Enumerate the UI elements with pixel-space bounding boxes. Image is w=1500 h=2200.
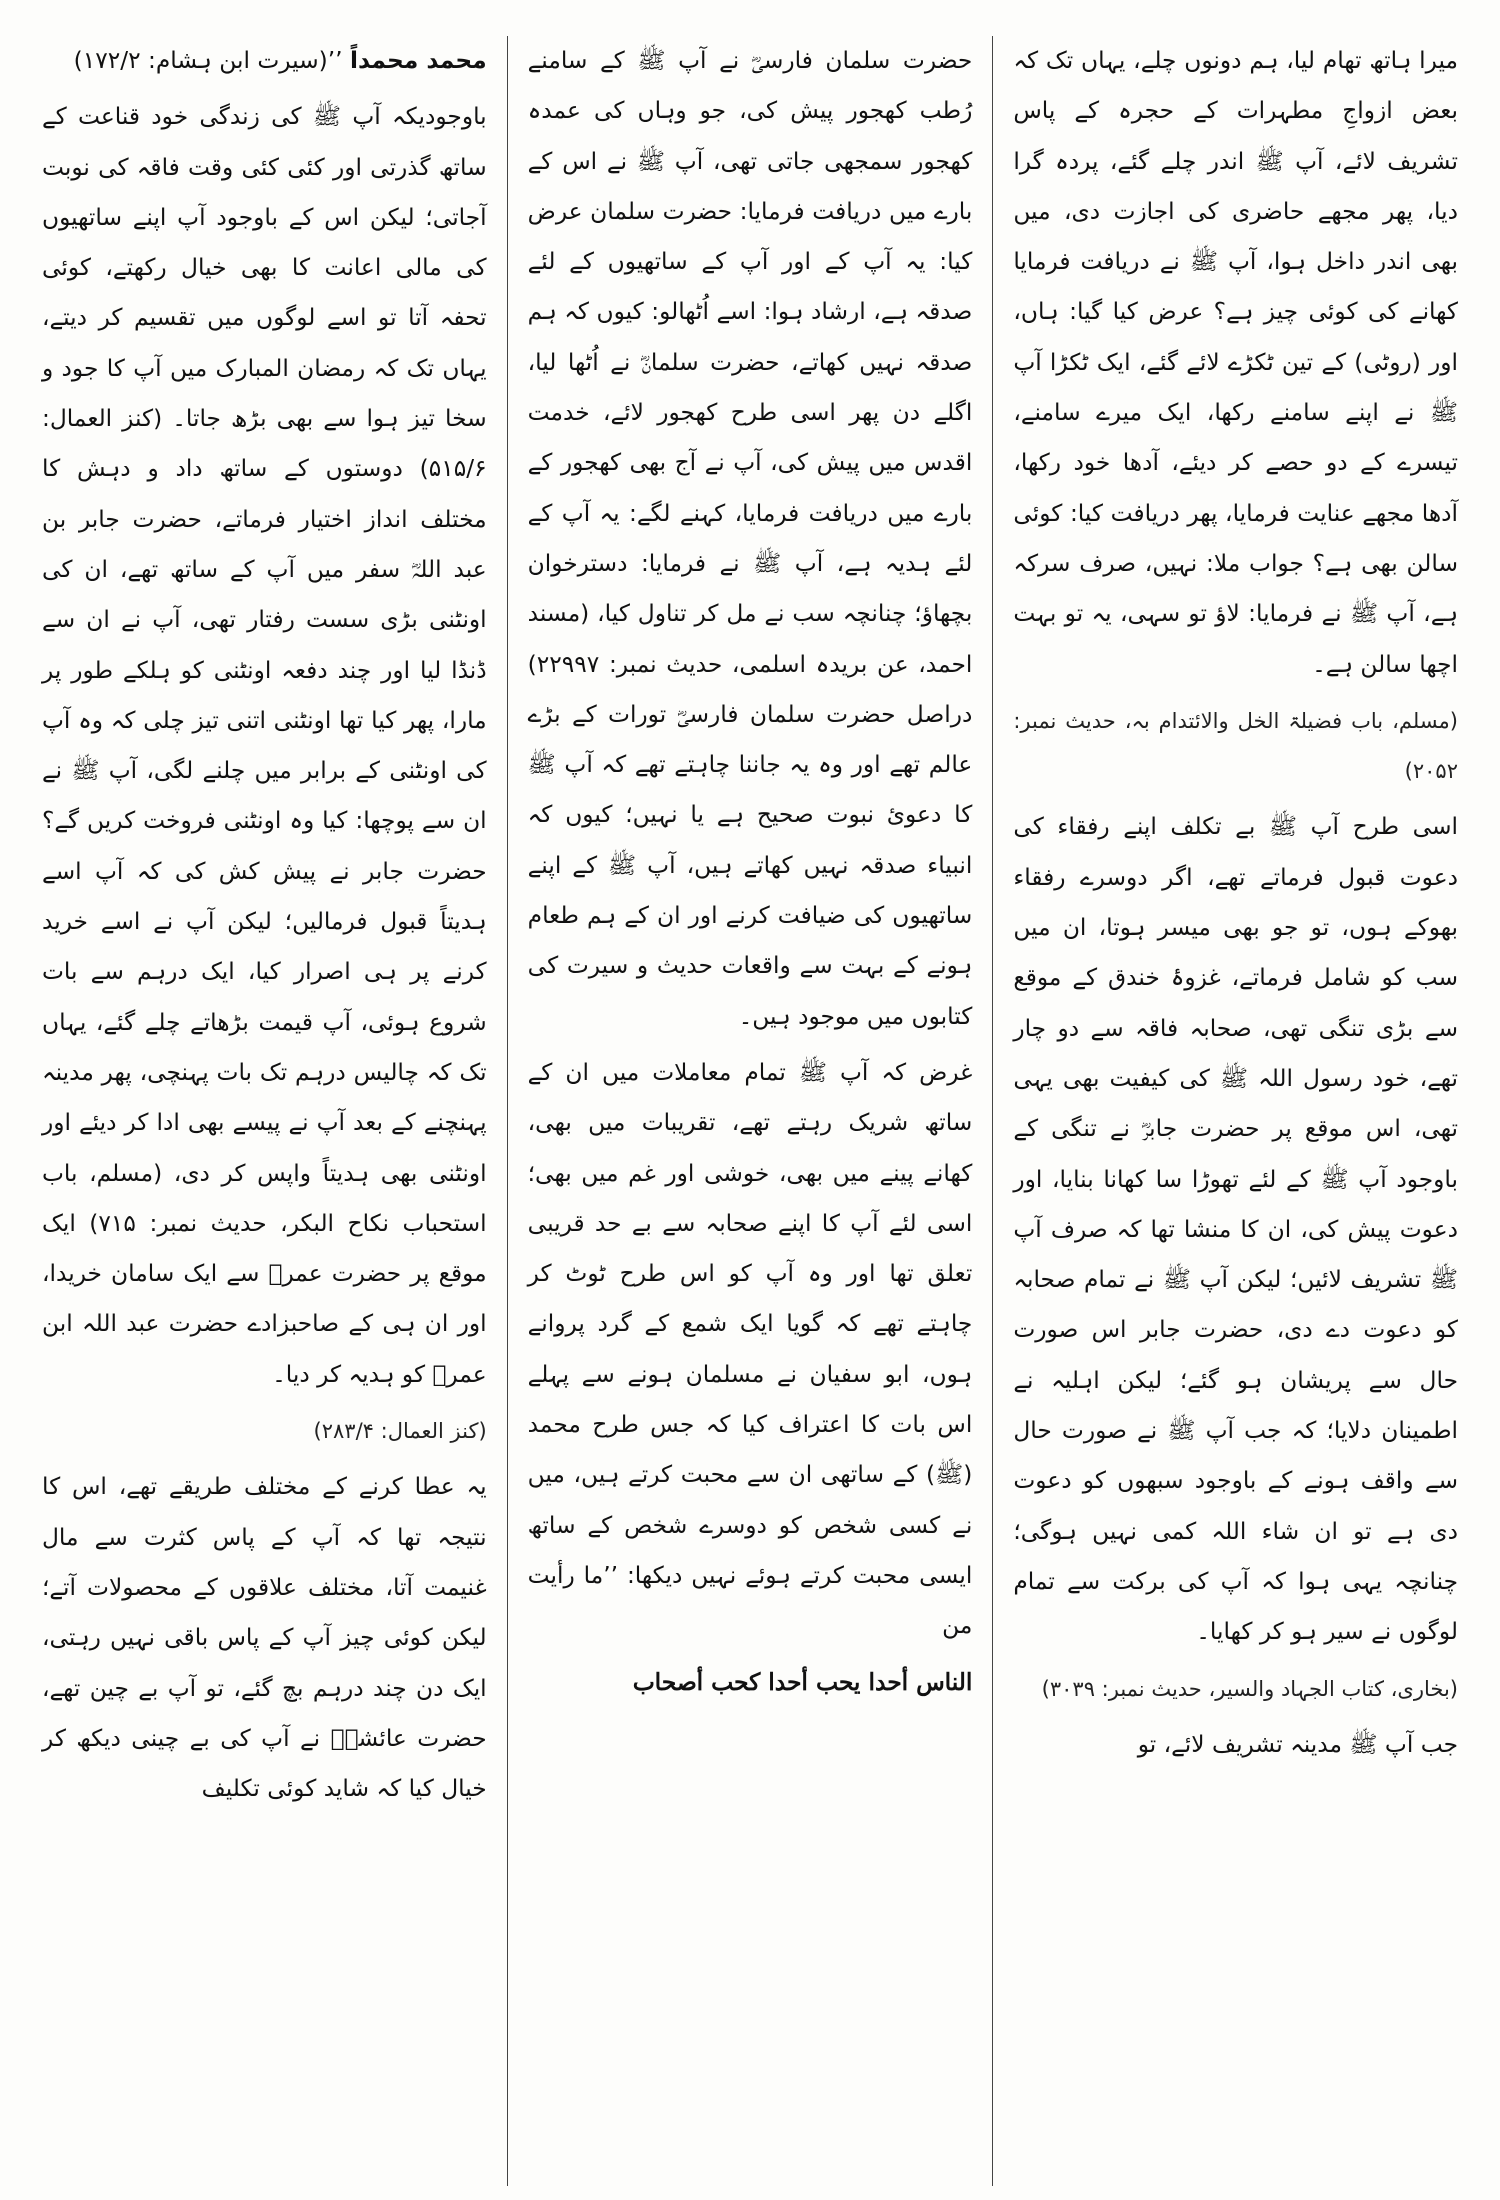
- paragraph: اسی طرح آپ ﷺ بے تکلف اپنے رفقاء کی دعوت قبول فرماتے تھے، اگر دوسرے رفقاء بھوکے ہوں، تو جو بھی میسر ہوتا، ان میں سب کو شامل فرماتے، غزوۂ خندق کے موقع سے بڑی تنگی تھی، صحابہ فاقہ سے دو چار تھے، خود رسول اللہ ﷺ کی کیفیت بھی یہی تھی، اس موقع پر حضرت جابرؓ نے تنگی کے باوجود آپ ﷺ کے لئے تھوڑا سا کھانا بنایا، اور دعوت پیش کی، ان کا منشا تھا کہ صرف آپ ﷺ تشریف لائیں؛ لیکن آپ ﷺ نے تمام صحابہ کو دعوت دے دی، حضرت جابر اس صورت حال سے پریشان ہو گئے؛ لیکن اہلیہ نے اطمینان دلایا؛ کہ جب آپ ﷺ نے صورت حال سے واقف ہونے کے باوجود سبھوں کو دعوت دی ہے تو ان شاء اللہ کمی نہیں ہوگی؛ چنانچہ یہی ہوا کہ آپ کی برکت سے تمام لوگوں نے سیر ہو کر کھایا۔: [1013, 813, 1458, 1646]
- citation: (مسلم، باب فضیلۃ الخل والائتدام بہ، حدیث نمبر: ۲۰۵۲): [1013, 708, 1458, 784]
- paragraph: یہ عطا کرنے کے مختلف طریقے تھے، اس کا نتیجہ تھا کہ آپ کے پاس کثرت سے مال غنیمت آتا، مختلف علاقوں کے محصولات آتے؛ لیکن کوئی چیز آپ کے پاس باقی نہیں رہتی، ایک دن چند درہم بچ گئے، تو آپ بے چین تھے، حضرت عائشہؓ نے آپ کی بے چینی دیکھ کر خیال کیا کہ شاید کوئی تکلیف: [41, 1473, 487, 1803]
- paragraph: باوجودیکہ آپ ﷺ کی زندگی خود قناعت کے ساتھ گذرتی اور کئی کئی وقت فاقہ کی نوبت آجاتی؛ لیکن اس کے باوجود آپ اپنے ساتھیوں کی مالی اعانت کا بھی خیال رکھتے، کوئی تحفہ آتا تو اسے لوگوں میں تقسیم کر دیتے، یہاں تک کہ رمضان المبارک میں آپ کا جود و سخا تیز ہوا سے بھی بڑھ جاتا۔ (کنز العمال: ۵۱۵/۶) دوستوں کے ساتھ داد و دہش کا مختلف انداز اختیار فرماتے، حضرت جابر بن عبد اللہؓ سفر میں آپ کے ساتھ تھے، ان کی اونٹنی بڑی سست رفتار تھی، آپ نے ان سے ڈنڈا لیا اور چند دفعہ اونٹنی کو ہلکے طور پر مارا، پھر کیا تھا اونٹنی اتنی تیز چلی کہ وہ آپ کی اونٹنی کے برابر میں چلنے لگی، آپ ﷺ نے ان سے پوچھا: کیا وہ اونٹنی فروخت کریں گے؟ حضرت جابر نے پیش کش کی کہ آپ اسے ہدیتاً قبول فرمالیں؛ لیکن آپ نے اسے خرید کرنے پر ہی اصرار کیا، ایک درہم سے بات شروع ہوئی، آپ قیمت بڑھاتے چلے گئے، یہاں تک کہ چالیس درہم تک بات پہنچی، پھر مدینہ پہنچنے کے بعد آپ نے پیسے بھی ادا کر دیئے اور اونٹنی بھی ہدیتاً واپس کر دی، (مسلم، باب استحباب نکاح البکر، حدیث نمبر: ۷۱۵) ایک موقع پر حضرت عمرؓ سے ایک سامان خریدا، اور ان ہی کے صاحبزادے حضرت عبد اللہ ابن عمرؓ کو ہدیہ کر دیا۔: [41, 103, 487, 1388]
- text-columns: [22, 36, 1478, 2186]
- column-right: [993, 36, 1478, 2186]
- paragraph: جب آپ ﷺ مدینہ تشریف لائے، تو: [1137, 1730, 1458, 1758]
- paragraph: حضرت سلمان فارسیؓ نے آپ ﷺ کے سامنے رُطب کھجور پیش کی، جو وہاں کی عمدہ کھجور سمجھی جاتی تھی، آپ ﷺ نے اس کے بارے میں دریافت فرمایا: حضرت سلمان عرض کیا: یہ آپ کے اور آپ کے ساتھیوں کے لئے صدقہ ہے، ارشاد ہوا: اسے اُٹھالو: کیوں کہ ہم صدقہ نہیں کھاتے، حضرت سلمانؓ نے اُٹھا لیا، اگلے دن پھر اسی طرح کھجور لائے، خدمت اقدس میں پیش کی، آپ نے آج بھی کھجور کے بارے میں دریافت فرمایا، کہنے لگے: یہ آپ کے لئے ہدیہ ہے، آپ ﷺ نے فرمایا: دسترخوان بچھاؤ؛ چنانچہ سب نے مل کر تناول کیا، (مسند احمد، عن بریدہ اسلمی، حدیث نمبر: ۲۲۹۹۷) دراصل حضرت سلمان فارسیؓ تورات کے بڑے عالم تھے اور وہ یہ جاننا چاہتے تھے کہ آپ ﷺ کا دعویٔ نبوت صحیح ہے یا نہیں؛ کیوں کہ انبیاء صدقہ نہیں کھاتے ہیں، آپ ﷺ کے اپنے ساتھیوں کی ضیافت کرنے اور ان کے ہم طعام ہونے کے بہت سے واقعات حدیث و سیرت کی کتابوں میں موجود ہیں۔: [527, 47, 973, 1030]
- heading-reference: ’’(سیرت ابن ہشام: ۱۷۲/۲): [73, 47, 343, 74]
- heading-bold: محمد محمداً: [349, 47, 487, 74]
- column-heading: [42, 36, 487, 86]
- paragraph: غرض کہ آپ ﷺ تمام معاملات میں ان کے ساتھ شریک رہتے تھے، تقریبات میں بھی، کھانے پینے میں بھی، خوشی اور غم میں بھی؛ اسی لئے آپ کا اپنے صحابہ سے بے حد قریبی تعلق تھا اور وہ آپ کو اس طرح ٹوٹ کر چاہتے تھے کہ گویا ایک شمع کے گرد پروانے ہوں، ابو سفیان نے مسلمان ہونے سے پہلے اس بات کا اعتراف کیا کہ جس طرح محمد (ﷺ) کے ساتھی ان سے محبت کرتے ہیں، میں نے کسی شخص کو دوسرے شخص کے ساتھ ایسی محبت کرتے ہوئے نہیں دیکھا: ’’ما رأیت من: [527, 1058, 973, 1640]
- citation: (بخاری، کتاب الجہاد والسیر، حدیث نمبر: ۳۰۳۹): [1041, 1676, 1458, 1701]
- column-middle: [508, 36, 994, 2186]
- paragraph: میرا ہاتھ تھام لیا، ہم دونوں چلے، یہاں تک کہ بعض ازواجِ مطہرات کے حجرہ کے پاس تشریف لائے، آپ ﷺ اندر چلے گئے، پردہ گرا دیا، پھر مجھے حاضری کی اجازت دی، میں بھی اندر داخل ہوا، آپ ﷺ نے دریافت فرمایا کھانے کی کوئی چیز ہے؟ عرض کیا گیا: ہاں، اور (روٹی) کے تین ٹکڑے لائے گئے، ایک ٹکڑا آپ ﷺ نے اپنے سامنے رکھا، ایک میرے سامنے، تیسرے کے دو حصے کر دیئے، آدھا خود رکھا، آدھا مجھے عنایت فرمایا، پھر دریافت کیا: کوئی سالن بھی ہے؟ جواب ملا: نہیں، صرف سرکہ ہے، آپ ﷺ نے فرمایا: لاؤ تو سہی، یہ تو بہت اچھا سالن ہے۔: [1013, 47, 1458, 678]
- arabic-quote: الناس أحدا یحب أحدا کحب أصحاب: [632, 1668, 973, 1696]
- column-left: [22, 36, 508, 2186]
- citation: (کنز العمال: ۲۸۳/۴): [313, 1419, 487, 1444]
